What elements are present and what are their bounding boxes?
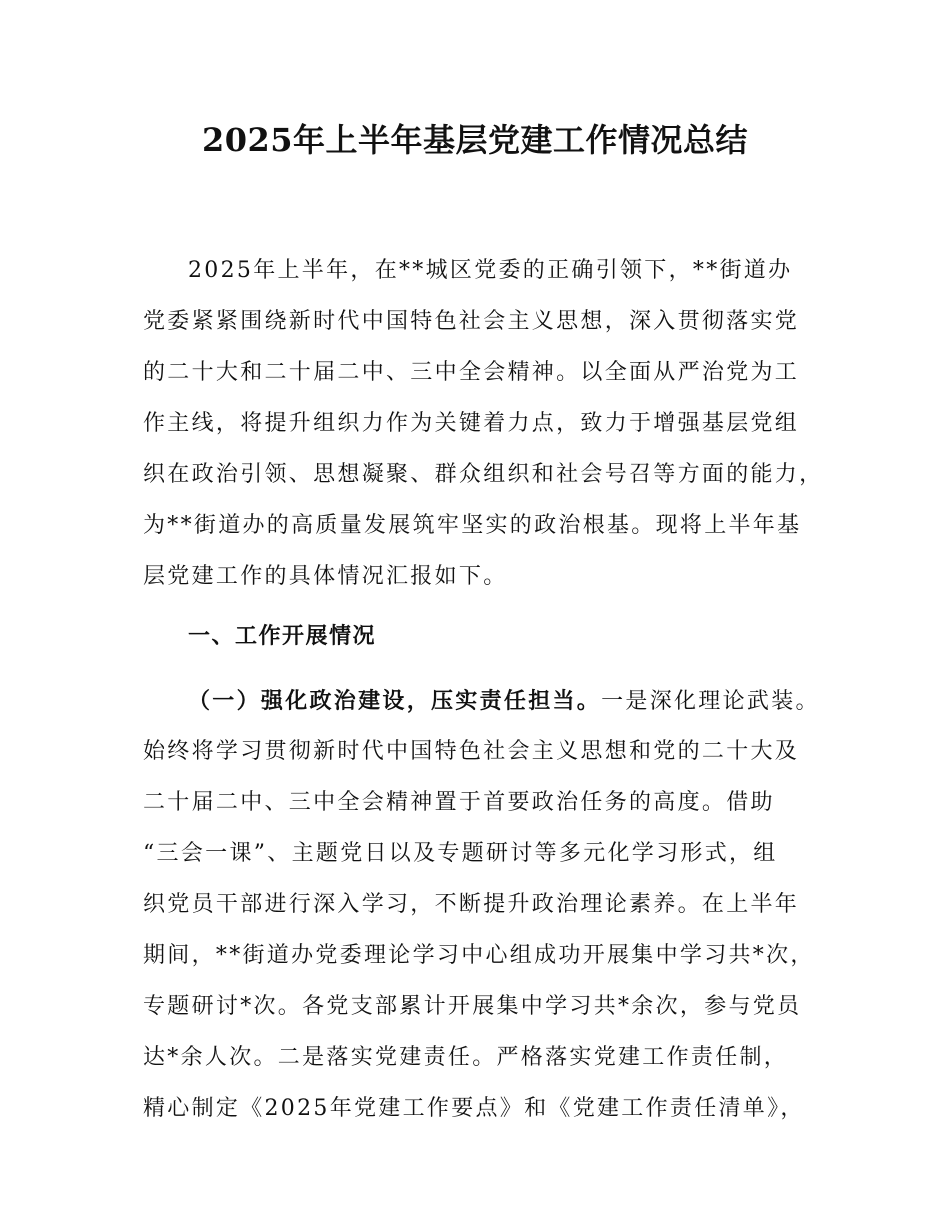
document-title: 2025年上半年基层党建工作情况总结: [201, 121, 749, 159]
section-heading: 一、工作开展情况: [188, 624, 377, 649]
body-line-6: 专题研讨*次。各党支部累计开展集中学习共*余次，参与党员: [143, 994, 802, 1019]
intro-line-5: 织在政治引领、思想凝聚、群众组织和社会号召等方面的能力，: [143, 462, 824, 487]
subsection-first-line-rest: 一是深化理论武装。: [601, 689, 820, 714]
body-line-5: 期间，**街道办党委理论学习中心组成功开展集中学习共*次，: [143, 943, 815, 968]
intro-line-4: 作主线，将提升组织力作为关键着力点，致力于增强基层党组: [143, 411, 800, 436]
subsection-heading: （一）强化政治建设，压实责任担当。: [188, 688, 602, 714]
body-line-4: 织党员干部进行深入学习，不断提升政治理论素养。在上半年: [143, 892, 800, 917]
intro-line-2: 党委紧紧围绕新时代中国特色社会主义思想，深入贯彻落实党: [143, 309, 800, 334]
body-line-1: 始终将学习贯彻新时代中国特色社会主义思想和党的二十大及: [143, 739, 800, 764]
intro-line-1: 2025年上半年，在**城区党委的正确引领下，**街道办: [188, 258, 793, 283]
intro-line-3: 的二十大和二十届二中、三中全会精神。以全面从严治党为工: [143, 360, 800, 385]
intro-line-6: 为**街道办的高质量发展筑牢坚实的政治根基。现将上半年基: [143, 513, 802, 538]
body-line-3: “三会一课”、主题党日以及专题研讨等多元化学习形式，组: [143, 841, 778, 866]
intro-line-7: 层党建工作的具体情况汇报如下。: [143, 564, 508, 589]
body-line-2: 二十届二中、三中全会精神置于首要政治任务的高度。借助: [143, 790, 775, 815]
body-line-7: 达*余人次。二是落实党建责任。严格落实党建工作责任制，: [143, 1045, 789, 1070]
body-line-8: 精心制定《2025年党建工作要点》和《党建工作责任清单》，: [143, 1096, 805, 1121]
subsection-first-line: [188, 686, 820, 717]
